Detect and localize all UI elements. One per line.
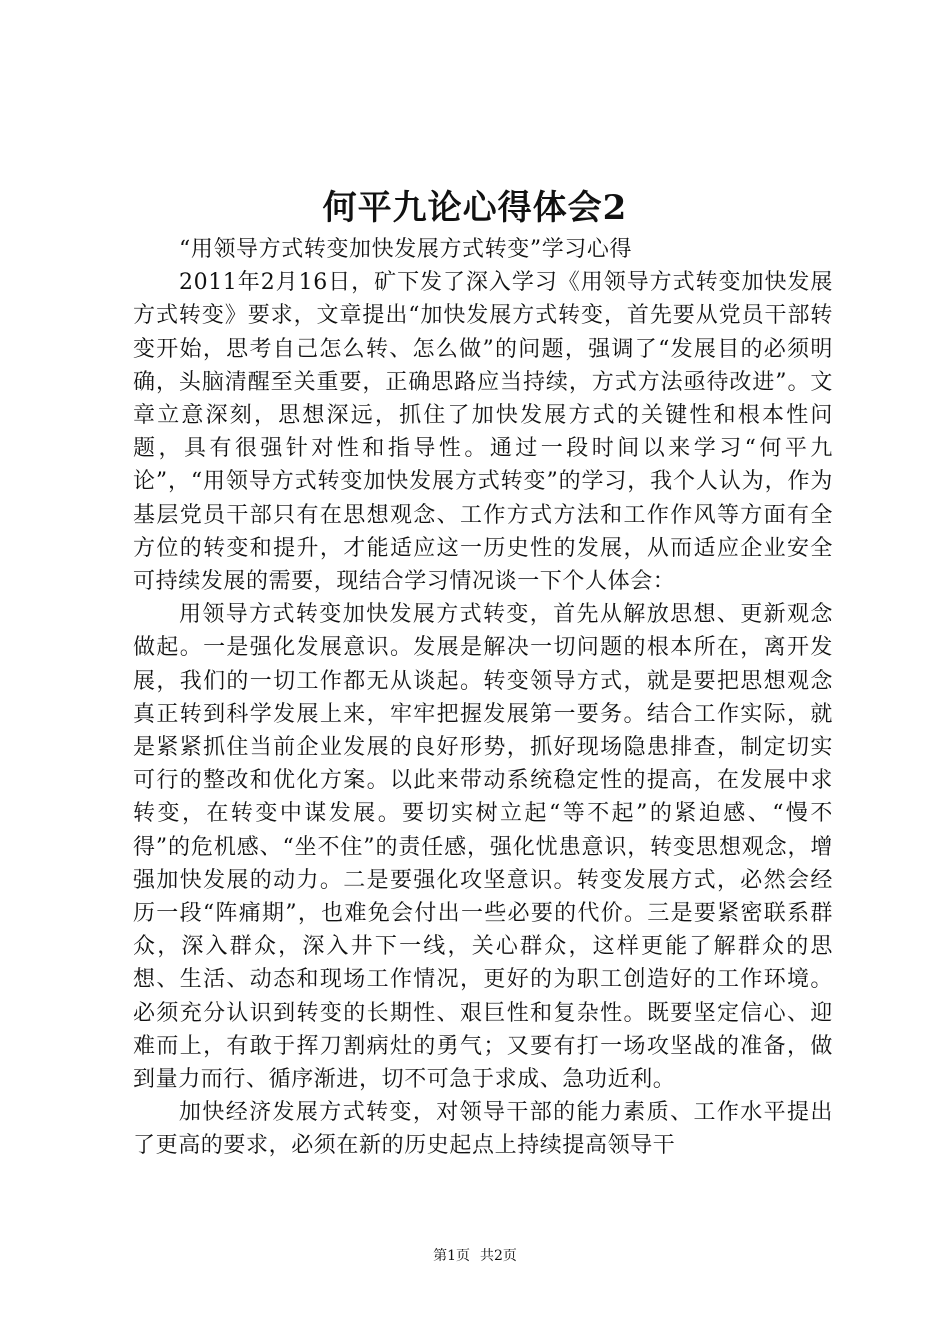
- body-paragraph-subtitle: “用领导方式转变加快发展方式转变”学习心得: [179, 237, 633, 262]
- page-footer: [0, 1246, 950, 1266]
- body-paragraph: 用领导方式转变加快发展方式转变，首先从解放思想、更新观念做起。一是强化发展意识。发展是解决一切问题的根本所在，离开发展，我们的一切工作都无从谈起。转变领导方式，就是要把思想观念真正转到科学发展上来，牢牢把握发展第一要务。结合工作实际，就是紧紧抓住当前企业发展的良好形势，抓好现场隐患排查，制定切实可行的整改和优化方案。以此来带动系统稳定性的提高，在发展中求转变，在转变中谋发展。要切实树立起“等不起”的紧迫感、“慢不得”的危机感、“坐不住”的责任感，强化忧患意识，转变思想观念，增强加快发展的动力。二是要强化攻坚意识。转变发展方式，必然会经历一段“阵痛期”，也难免会付出一些必要的代价。三是要紧密联系群众，深入群众，深入井下一线，关心群众，这样更能了解群众的思想、生活、动态和现场工作情况，更好的为职工创造好的工作环境。必须充分认识到转变的长期性、艰巨性和复杂性。既要坚定信心、迎难而上，有敢于挥刀割病灶的勇气；又要有打一场攻坚战的准备，做到量力而行、循序渐进，切不可急于求成、急功近利。: [133, 602, 833, 1093]
- document-body: [133, 233, 833, 1163]
- page-total: 共2页: [480, 1248, 517, 1264]
- body-paragraph: 加快经济发展方式转变，对领导干部的能力素质、工作水平提出了更高的要求，必须在新的历史起点上持续提高领导干: [133, 1100, 833, 1159]
- body-paragraph: 2011年2月16日，矿下发了深入学习《用领导方式转变加快发展方式转变》要求，文章提出“加快发展方式转变，首先要从党员干部转变开始，思考自己怎么转、怎么做”的问题，强调了“发展目的必须明确，头脑清醒至关重要，正确思路应当持续，方式方法亟待改进”。文章立意深刻，思想深远，抓住了加快发展方式的关键性和根本性问题，具有很强针对性和指导性。通过一段时间以来学习“何平九论”，“用领导方式转变加快发展方式转变”的学习，我个人认为，作为基层党员干部只有在思想观念、工作方式方法和工作作风等方面有全方位的转变和提升，才能适应这一历史性的发展，从而适应企业安全可持续发展的需要，现结合学习情况谈一下个人体会：: [133, 270, 833, 595]
- page-number: 第1页: [433, 1248, 470, 1264]
- document-title: 何平九论心得体会2: [322, 188, 628, 228]
